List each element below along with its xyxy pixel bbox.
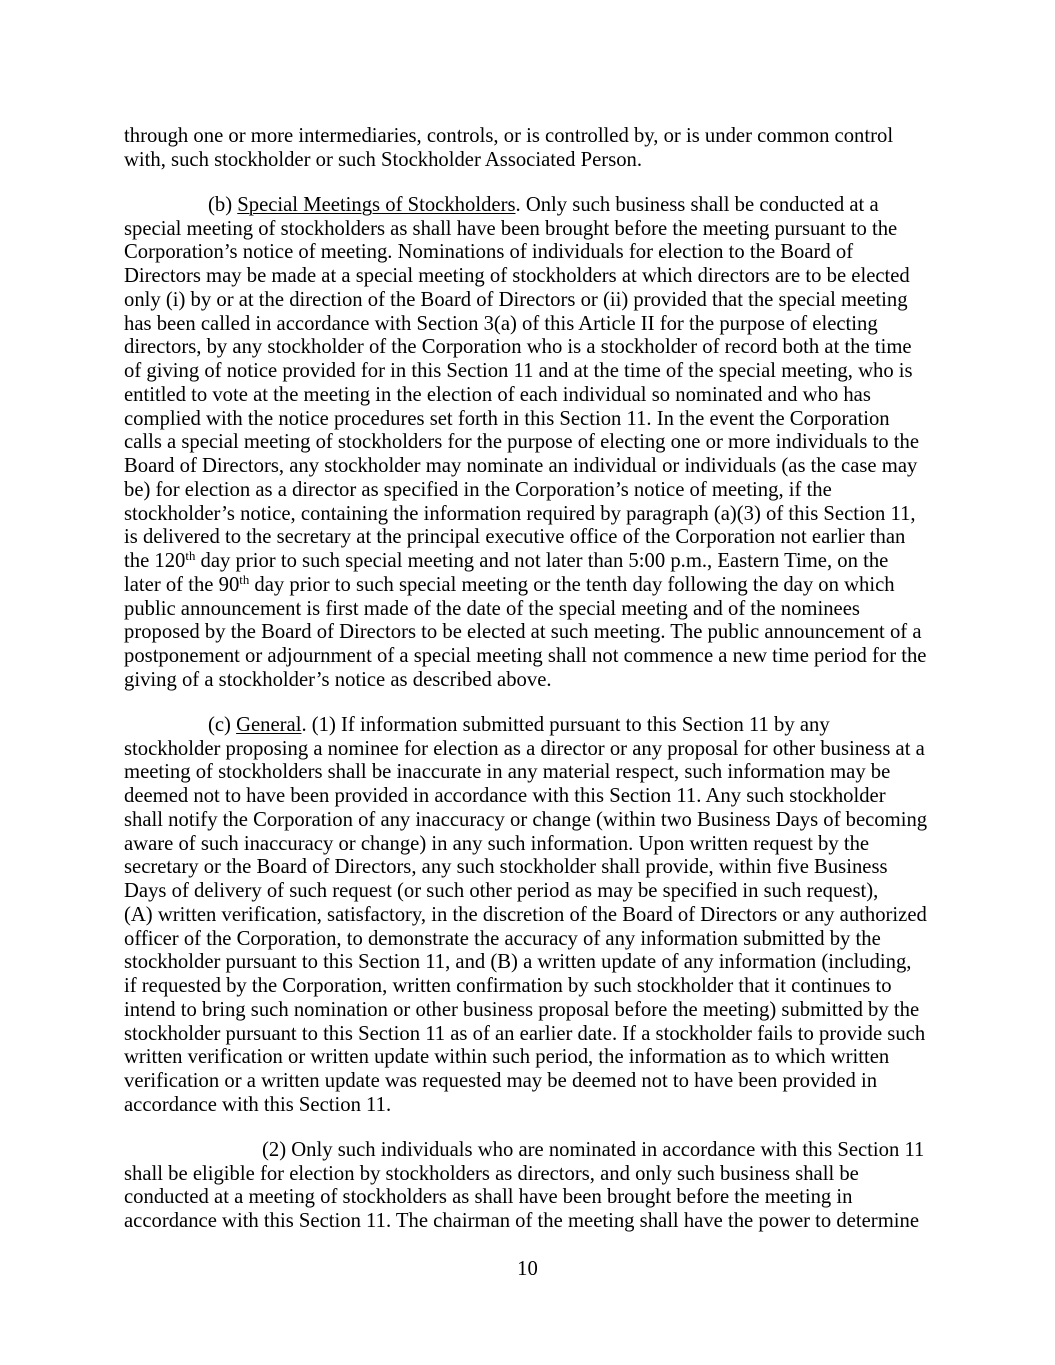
text-line: has been called in accordance with Section 3(a) of this Article II for the purpose of electing — [124, 312, 878, 335]
text-line: secretary or the Board of Directors, any such stockholder shall provide, within five Business — [124, 856, 888, 879]
text-line: public announcement is first made of the date of the special meeting and of the nominees — [124, 597, 860, 620]
text-line: calls a special meeting of stockholders for the purpose of electing one or more individuals to the — [124, 431, 920, 454]
text-line: officer of the Corporation, to demonstrate the accuracy of any information submitted by the — [124, 927, 881, 950]
text-line: be) for election as a director as specified in the Corporation’s notice of meeting, if the — [124, 478, 832, 501]
text-line: meeting of stockholders shall be inaccurate in any material respect, such information may be — [124, 761, 891, 784]
text-line: Days of delivery of such request (or such other period as may be specified in such request), — [124, 880, 879, 902]
text-line — [124, 714, 939, 738]
text-line: is delivered to the secretary at the principal executive office of the Corporation not earlier than — [124, 526, 906, 549]
text-line: proposed by the Board of Directors to be elected at such meeting. The public announcement of a — [124, 621, 922, 644]
section-heading: Special Meetings of Stockholders — [237, 193, 516, 216]
text-line — [124, 550, 939, 574]
text-line: aware of such inaccuracy or change) in any such information. Upon written request by the — [124, 832, 870, 855]
text-line: (A) written verification, satisfactory, in the discretion of the Board of Directors or any authorized — [124, 903, 927, 926]
text-line: postponement or adjournment of a special meeting shall not commence a new time period for the — [124, 645, 927, 667]
text-line: stockholder proposing a nominee for election as a director or any proposal for other business at a — [124, 737, 925, 760]
text-line: shall notify the Corporation of any inaccuracy or change (within two Business Days of becoming — [124, 808, 928, 831]
section-heading: General — [236, 713, 302, 736]
text-line — [124, 574, 939, 598]
text-run: later of the 90 — [124, 573, 240, 596]
text-run: . (1) If information submitted pursuant to this Section 11 by any — [301, 713, 830, 736]
paragraph-c-2 — [124, 1139, 939, 1234]
text-line: shall be eligible for election by stockholders as directors, and only such business shall be — [124, 1162, 859, 1185]
text-line: entitled to vote at the meeting in the election of each individual so nominated and who has — [124, 383, 871, 406]
text-line: Corporation’s notice of meeting. Nominations of individuals for election to the Board of — [124, 241, 854, 264]
superscript-ordinal: th — [239, 572, 250, 587]
text-line: conducted at a meeting of stockholders as shall have been brought before the meeting in — [124, 1186, 853, 1209]
text-line — [124, 194, 939, 218]
text-line: Directors may be made at a special meeting of stockholders at which directors are to be elected — [124, 265, 910, 287]
text-line: intend to bring such nomination or other business proposal before the meeting) submitted by the — [124, 998, 920, 1021]
paragraph-c-general — [124, 714, 939, 1118]
text-line: stockholder pursuant to this Section 11 as of an earlier date. If a stockholder fails to provide such — [124, 1022, 926, 1045]
body-text — [124, 125, 939, 1255]
paragraph-label: (b) — [208, 193, 238, 216]
paragraph-a-tail — [124, 125, 939, 173]
text-line: special meeting of stockholders as shall have been brought before the meeting pursuant to the — [124, 217, 898, 240]
text-line: accordance with this Section 11. — [124, 1093, 392, 1116]
text-run: day prior to such special meeting and not later than 5:00 p.m., Eastern Time, on the — [195, 550, 889, 572]
text-line: stockholder’s notice, containing the information required by paragraph (a)(3) of this Section 11, — [124, 502, 916, 525]
page-number: 10 — [517, 1258, 538, 1280]
text-line: through one or more intermediaries, controls, or is controlled by, or is under common control — [124, 125, 894, 147]
text-line: stockholder pursuant to this Section 11, and (B) a written update of any information (including, — [124, 951, 912, 974]
text-line: giving of a stockholder’s notice as described above. — [124, 668, 552, 691]
text-line: Board of Directors, any stockholder may nominate an individual or individuals (as the case may — [124, 455, 918, 477]
text-line: directors, by any stockholder of the Corporation who is a stockholder of record both at the time — [124, 336, 912, 359]
paragraph-label: (c) — [208, 713, 237, 736]
text-line: only (i) by or at the direction of the Board of Directors or (ii) provided that the special meeting — [124, 288, 908, 311]
text-line: complied with the notice procedures set forth in this Section 11. In the event the Corporation — [124, 407, 890, 430]
paragraph-b-special-meetings — [124, 194, 939, 693]
text-line: (2) Only such individuals who are nominated in accordance with this Section 11 — [262, 1138, 925, 1161]
superscript-ordinal: th — [185, 548, 196, 563]
text-line: written verification or written update within such period, the information as to which written — [124, 1046, 890, 1069]
text-line: verification or a written update was requested may be deemed not to have been provided in — [124, 1070, 878, 1092]
text-run: day prior to such special meeting or the tenth day following the day on which — [249, 573, 895, 596]
text-line: accordance with this Section 11. The chairman of the meeting shall have the power to determine — [124, 1210, 919, 1232]
text-run: the 120 — [124, 550, 186, 572]
text-line: with, such stockholder or such Stockholder Associated Person. — [124, 148, 643, 171]
text-run: . Only such business shall be conducted at a — [515, 193, 879, 216]
text-line: if requested by the Corporation, written confirmation by such stockholder that it continues to — [124, 975, 892, 997]
text-line: of giving of notice provided for in this Section 11 and at the time of the special meeting, who is — [124, 360, 913, 382]
text-line: deemed not to have been provided in accordance with this Section 11. Any such stockholder — [124, 785, 886, 807]
